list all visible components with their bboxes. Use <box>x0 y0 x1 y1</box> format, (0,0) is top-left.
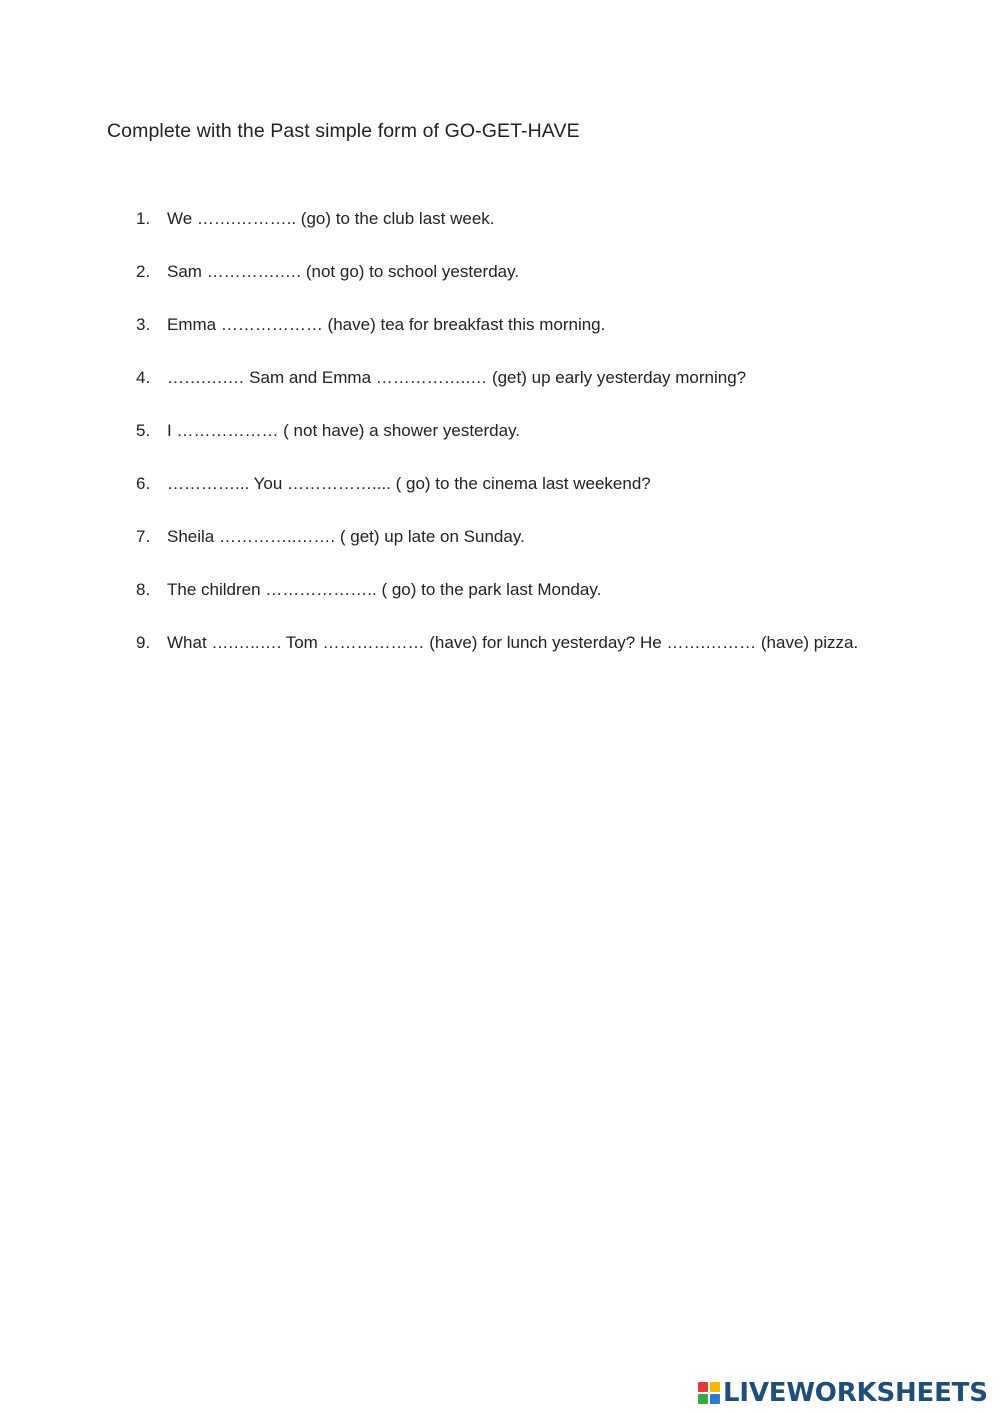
logo-tile-blue <box>710 1394 720 1404</box>
exercise-text: Sam ………….…. (not go) to school yesterday. <box>167 262 520 281</box>
exercise-text: What ….…..…. Tom ……………… (have) for lunch yesterday? He …….……… (have) pizza. <box>167 633 859 652</box>
logo-tile-green <box>698 1394 708 1404</box>
liveworksheets-logo[interactable] <box>698 1376 988 1410</box>
exercise-item-2 <box>136 262 519 282</box>
exercise-number: 4. <box>136 368 151 387</box>
exercise-item-3 <box>136 315 605 335</box>
exercise-number: 6. <box>136 474 151 493</box>
exercise-number: 8. <box>136 580 151 599</box>
exercise-item-7 <box>136 527 525 547</box>
exercise-text: We …….……….. (go) to the club last week. <box>167 209 495 228</box>
logo-tile-red <box>698 1382 708 1392</box>
exercise-item-5 <box>136 421 520 441</box>
exercise-text: …………... You …………….... ( go) to the cinema last weekend? <box>167 474 651 493</box>
exercise-item-8 <box>136 580 601 600</box>
liveworksheets-logo-icon <box>698 1382 720 1404</box>
exercise-text: I ……………… ( not have) a shower yesterday. <box>167 421 521 440</box>
exercise-number: 7. <box>136 527 151 546</box>
exercise-text: Sheila …………..……. ( get) up late on Sunday. <box>167 527 525 546</box>
logo-tile-yellow <box>710 1382 720 1392</box>
exercise-item-1 <box>136 209 495 229</box>
exercise-item-9 <box>136 633 858 653</box>
exercise-item-6 <box>136 474 651 494</box>
worksheet-title: Complete with the Past simple form of GO-GET-HAVE <box>107 120 580 142</box>
exercise-text: …….….… Sam and Emma ……………..… (get) up early yesterday morning? <box>167 368 747 387</box>
exercise-number: 3. <box>136 315 151 334</box>
exercise-number: 5. <box>136 421 151 440</box>
exercise-text: Emma ……………… (have) tea for breakfast this morning. <box>167 315 606 334</box>
exercise-number: 1. <box>136 209 151 228</box>
exercise-number: 2. <box>136 262 151 281</box>
exercise-text: The children ……………….. ( go) to the park last Monday. <box>167 580 602 599</box>
exercise-number: 9. <box>136 633 151 652</box>
exercise-item-4 <box>136 368 746 388</box>
logo-text: LIVEWORKSHEETS <box>723 1378 988 1408</box>
